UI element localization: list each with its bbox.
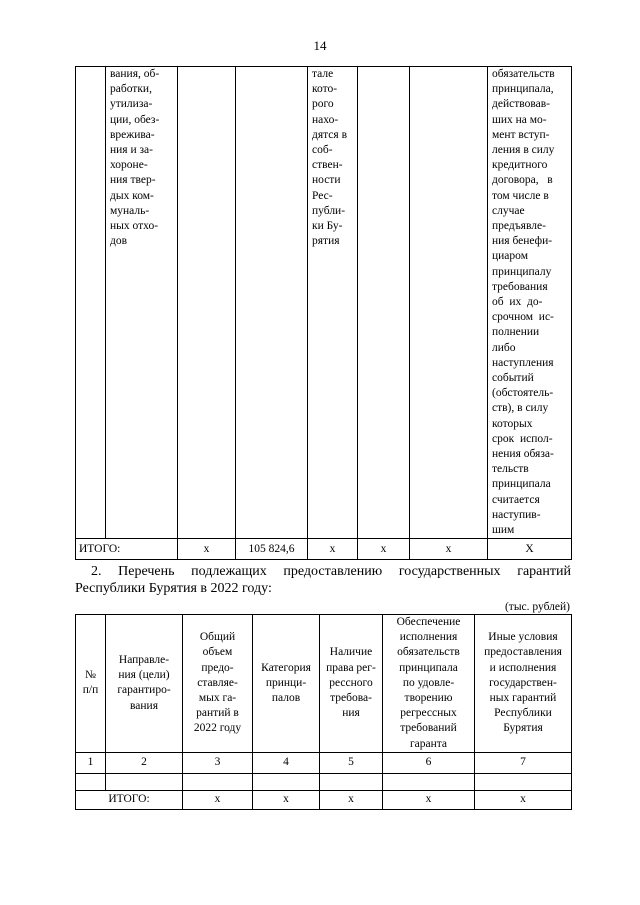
table-cell xyxy=(358,67,410,539)
guarantees-2022-table xyxy=(75,614,572,810)
ownership-text: тале кото- рого нахо- дятся в соб- ствен- ности Рес- публи- ки Бу- рятия xyxy=(312,68,348,248)
table-cell xyxy=(383,773,475,790)
table-row xyxy=(76,67,572,539)
total-cell: х xyxy=(308,539,358,560)
header-cell: Наличие права рег- рессного требова- ния xyxy=(320,615,383,753)
column-number: 2 xyxy=(106,752,183,773)
total-cell: 105 824,6 xyxy=(236,539,308,560)
table-cell xyxy=(236,67,308,539)
total-cell: х xyxy=(383,790,475,809)
total-cell: х xyxy=(410,539,488,560)
header-cell: Общий объем предо- ставляе- мых га- рантий в 2022 году xyxy=(183,615,253,753)
table-cell xyxy=(106,773,183,790)
table-cell xyxy=(320,773,383,790)
total-row xyxy=(76,790,572,809)
total-cell: х xyxy=(475,790,572,809)
units-label: (тыс. рублей) xyxy=(504,601,570,613)
total-cell: х xyxy=(253,790,320,809)
total-cell: х xyxy=(358,539,410,560)
total-label: ИТОГО: xyxy=(76,539,178,560)
header-cell: Обеспечение исполнения обязательств принципала по удовле- творению регрессных требований гаранта xyxy=(383,615,475,753)
column-number: 4 xyxy=(253,752,320,773)
total-cell: х xyxy=(320,790,383,809)
header-cell: Иные условия предоставления и исполнения государствен- ных гарантий Республики Бурятия xyxy=(475,615,572,753)
header-cell: Категория принци- палов xyxy=(253,615,320,753)
guarantee-purpose-text: вания, об- работки, утилиза- ции, обез- врежива- ния и за- хороне- ния твер- дых ком- муналь- ных отхо- дов xyxy=(110,68,160,248)
total-row xyxy=(76,539,572,560)
total-cell: Х xyxy=(488,539,572,560)
table-cell xyxy=(178,67,236,539)
table-cell xyxy=(475,773,572,790)
column-number: 7 xyxy=(475,752,572,773)
column-number: 1 xyxy=(76,752,106,773)
header-cell: Направле- ния (цели) гарантиро- вания xyxy=(106,615,183,753)
table-cell xyxy=(410,67,488,539)
column-number: 6 xyxy=(383,752,475,773)
column-number-row xyxy=(76,752,572,773)
table-cell xyxy=(488,67,572,539)
other-conditions-text: обязательств принципала, действовав- ших на мо- мент вступ- ления в силу кредитного договора, в том числе в случае предъявле- ния бенефи- циаром принципалу требования об их до- срочном ис- полнении либо наступления событий (обстоятель- ств), в силу которых срок испол- нения обяза- тельств принципала считается наступив- шим xyxy=(492,68,555,537)
table-cell xyxy=(106,67,178,539)
table-cell xyxy=(253,773,320,790)
table-row xyxy=(76,773,572,790)
total-cell: х xyxy=(183,790,253,809)
total-label: ИТОГО: xyxy=(76,790,183,809)
header-row xyxy=(76,615,572,753)
total-cell: х xyxy=(178,539,236,560)
page-number: 14 xyxy=(313,38,327,53)
column-number: 5 xyxy=(320,752,383,773)
table-cell xyxy=(76,773,106,790)
table-cell xyxy=(308,67,358,539)
table-cell xyxy=(183,773,253,790)
column-number: 3 xyxy=(183,752,253,773)
guarantees-table-continued xyxy=(75,66,572,560)
header-cell: № п/п xyxy=(76,615,106,753)
section-heading: 2. Перечень подлежащих предоставлению государственных гарантий Республики Бурятия в 2022 году: xyxy=(75,564,571,596)
table-cell xyxy=(76,67,106,539)
